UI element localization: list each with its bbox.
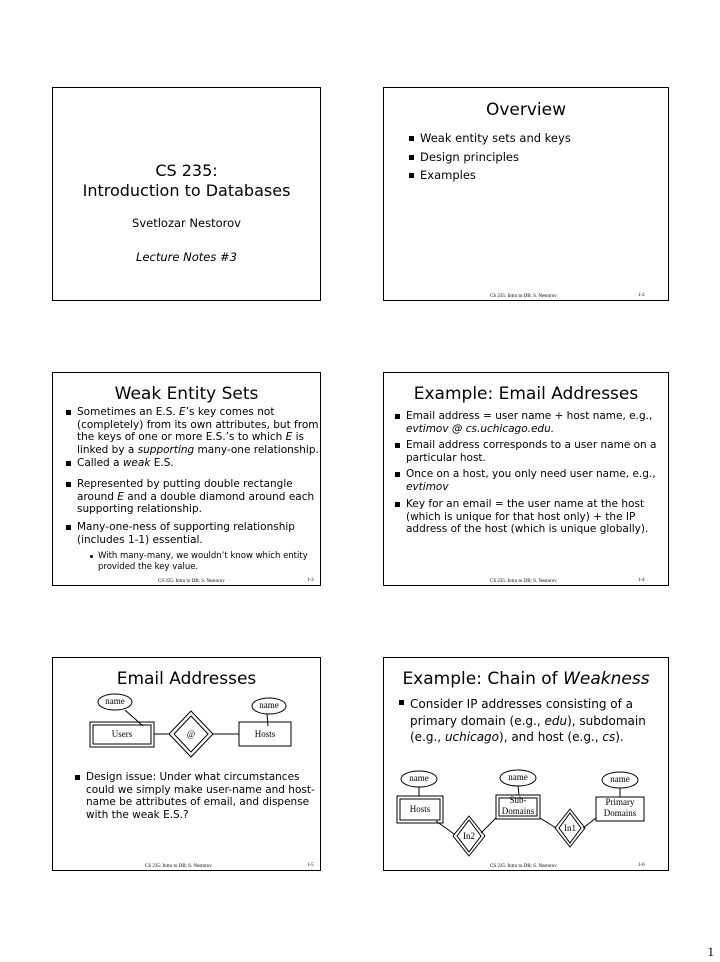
er-diagram-chain — [384, 658, 670, 872]
entity-label: Hosts — [254, 729, 276, 739]
connector-line — [583, 818, 596, 828]
bullet-item: Called a weak E.S. — [77, 457, 174, 470]
entity-label: Hosts — [409, 804, 431, 814]
lecture-subtitle: Lecture Notes #3 — [136, 250, 237, 264]
slide-footer: CS 235: Intro to DB; S. Nestorov — [158, 579, 225, 584]
bullet-item: Represented by putting double rectangle around E and a double diamond around each supporting relationship. — [77, 478, 314, 516]
bullet-item: Email address = user name + host name, e.g., evtimov @ cs.uchicago.edu. — [406, 410, 652, 435]
connector-line — [540, 818, 556, 828]
slide-footer: CS 235: Intro to DB; S. Nestorov — [490, 294, 557, 299]
slide-footer: CS 235: Intro to DB; S. Nestorov — [490, 864, 557, 869]
bullet-marker — [66, 525, 71, 530]
bullet-marker — [75, 775, 80, 780]
bullet-item: Consider IP addresses consisting of a primary domain (e.g., edu), subdomain (e.g., uchicago), and host (e.g., cs). — [410, 696, 646, 746]
relationship-label: @ — [186, 729, 196, 739]
relationship-label: In2 — [463, 831, 475, 841]
bullet-marker — [395, 502, 400, 507]
bullet-item: Email address corresponds to a user name on a particular host. — [406, 439, 656, 464]
slide-footer: CS 235: Intro to DB; S. Nestorov — [145, 864, 212, 869]
bullet-item: Many-one-ness of supporting relationship (includes 1-1) essential. — [77, 521, 295, 546]
bullet-item: Examples — [420, 169, 476, 183]
attribute-label: name — [409, 773, 429, 783]
bullet-marker — [409, 136, 414, 141]
relationship-label: In1 — [564, 823, 576, 833]
slide-number: 1-3 — [307, 578, 314, 583]
slide-title: Weak Entity Sets — [114, 384, 259, 404]
bullet-item: Design principles — [420, 151, 519, 165]
bullet-marker — [66, 410, 71, 415]
sub-bullet-item: With many-many, we wouldn’t know which entity provided the key value. — [98, 551, 308, 573]
bullet-marker — [90, 555, 93, 558]
bullet-item: Key for an email = the user name at the host (which is unique for that host only) + the IP address of the host (which is unique globally). — [406, 498, 648, 536]
slide-title: Example: Email Addresses — [413, 384, 639, 404]
bullet-marker — [66, 482, 71, 487]
slide-5 — [52, 657, 321, 871]
course-code: CS 235: — [155, 161, 218, 180]
entity-label: Users — [111, 729, 133, 739]
bullet-marker — [395, 443, 400, 448]
slide-footer: CS 235: Intro to DB; S. Nestorov — [490, 579, 557, 584]
slide-number: 1-6 — [638, 863, 645, 868]
bullet-marker — [409, 155, 414, 160]
slide-6 — [383, 657, 669, 871]
bullet-item: Sometimes an E.S. E’s key comes not (completely) from its own attributes, but from the keys of one or more E.S.’s to which E is linked by a supporting many-one relationship. — [77, 406, 319, 456]
slide-title: Overview — [485, 100, 567, 120]
slide-number: 1-5 — [307, 863, 314, 868]
attribute-label: name — [610, 774, 630, 784]
bullet-marker — [395, 472, 400, 477]
bullet-marker — [409, 173, 414, 178]
slide-title: Example: Chain of Weakness — [402, 669, 650, 689]
slide-number: 1-2 — [638, 293, 645, 298]
slide-4 — [383, 372, 669, 586]
attribute-label: name — [508, 772, 528, 782]
course-title: Introduction to Databases — [82, 181, 291, 200]
bullet-item: Weak entity sets and keys — [420, 132, 571, 146]
author-name: Svetlozar Nestorov — [132, 216, 241, 230]
bullet-item: Design issue: Under what circumstances could we simply make user-name and host- name be attributes of email, and dispense with the weak E.S.? — [86, 771, 315, 821]
page-number: 1 — [707, 944, 714, 959]
slide-number: 1-4 — [638, 578, 645, 583]
bullet-item: Once on a host, you only need user name, e.g., evtimov — [406, 468, 656, 493]
connector-line — [267, 714, 268, 726]
slide-2 — [383, 87, 669, 301]
entity-label: Primary Domains — [603, 797, 637, 818]
connector-line — [125, 710, 143, 726]
slide-3 — [52, 372, 321, 586]
bullet-marker — [395, 414, 400, 419]
attribute-label: name — [105, 696, 125, 706]
bullet-marker — [66, 461, 71, 466]
connector-line — [518, 786, 519, 795]
entity-label: Sub- Domains — [501, 795, 535, 816]
slide-title: Email Addresses — [116, 669, 257, 689]
er-diagram-email — [53, 658, 322, 872]
connector-line — [481, 818, 496, 833]
slide-1 — [52, 87, 321, 301]
attribute-label: name — [259, 700, 279, 710]
